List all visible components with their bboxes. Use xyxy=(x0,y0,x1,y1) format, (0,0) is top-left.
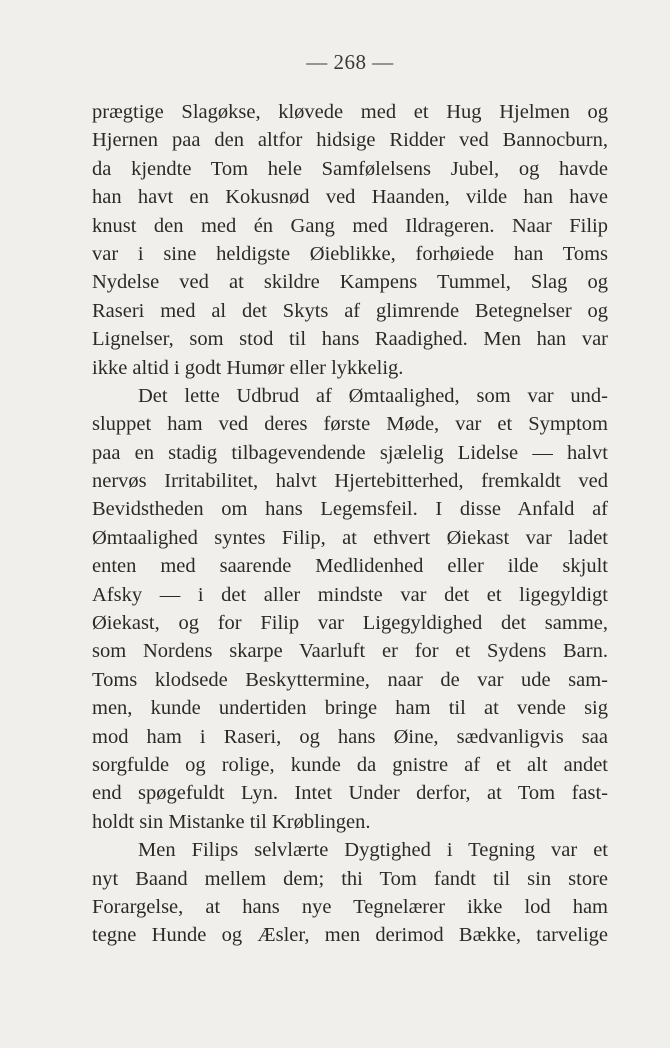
text-line: enten med saarende Medlidenhed eller ilde skjult xyxy=(92,555,608,578)
text-line: sluppet ham ved deres første Møde, var et Symptom xyxy=(92,413,608,436)
text-line: holdt sin Mistanke til Krøblingen. xyxy=(92,810,371,833)
text-line: han havt en Kokusnød ved Haanden, vilde han have xyxy=(92,186,608,209)
text-line: var i sine heldigste Øieblikke, forhøiede han Toms xyxy=(92,242,608,265)
text-line: Raseri med al det Skyts af glimrende Betegnelser og xyxy=(92,299,608,322)
text-line: Hjernen paa den altfor hidsige Ridder ved Bannocburn, xyxy=(92,129,608,152)
text-line: prægtige Slagøkse, kløvede med et Hug Hjelmen og xyxy=(92,101,608,123)
text-line: tegne Hunde og Æsler, men derimod Bække, tarvelige xyxy=(92,924,608,947)
text-line: Nydelse ved at skildre Kampens Tummel, Slag og xyxy=(92,271,608,294)
text-line: Toms klodsede Beskyttermine, naar de var ude sam- xyxy=(92,668,608,691)
text-line: men, kunde undertiden bringe ham til at vende sig xyxy=(92,697,608,720)
text-line: Lignelser, som stod til hans Raadighed. Men han var xyxy=(92,328,608,351)
text-line: Det lette Udbrud af Ømtaalighed, som var und- xyxy=(138,384,608,407)
page-number: — 268 — xyxy=(306,50,394,74)
text-line: paa en stadig tilbagevendende sjælelig Lidelse — halvt xyxy=(92,441,608,464)
text-line: mod ham i Raseri, og hans Øine, sædvanligvis saa xyxy=(92,725,608,748)
text-line: Forargelse, at hans nye Tegnelærer ikke lod ham xyxy=(92,895,608,918)
text-line: Afsky — i det aller mindste var det et ligegyldigt xyxy=(92,583,608,606)
text-line: som Nordens skarpe Vaarluft er for et Sydens Barn. xyxy=(92,640,608,663)
text-line: nyt Baand mellem dem; thi Tom fandt til sin store xyxy=(92,867,608,890)
text-line: Men Filips selvlærte Dygtighed i Tegning var et xyxy=(138,839,608,862)
text-line: nervøs Irritabilitet, halvt Hjertebitterhed, fremkaldt ved xyxy=(92,470,608,493)
text-line: da kjendte Tom hele Samfølelsens Jubel, og havde xyxy=(92,157,608,180)
text-line: end spøgefuldt Lyn. Intet Under derfor, at Tom fast- xyxy=(92,782,608,805)
text-line: ikke altid i godt Humør eller lykkelig. xyxy=(92,356,404,379)
text-line: Ømtaalighed syntes Filip, at ethvert Øiekast var ladet xyxy=(92,526,608,549)
text-line: knust den med én Gang med Ildrageren. Naar Filip xyxy=(92,214,608,237)
text-line: Bevidstheden om hans Legemsfeil. I disse Anfald af xyxy=(92,498,608,521)
text-line: sorgfulde og rolige, kunde da gnistre af et alt andet xyxy=(92,753,608,776)
body-text xyxy=(92,98,608,950)
text-line: Øiekast, og for Filip var Ligegyldighed det samme, xyxy=(92,612,608,635)
